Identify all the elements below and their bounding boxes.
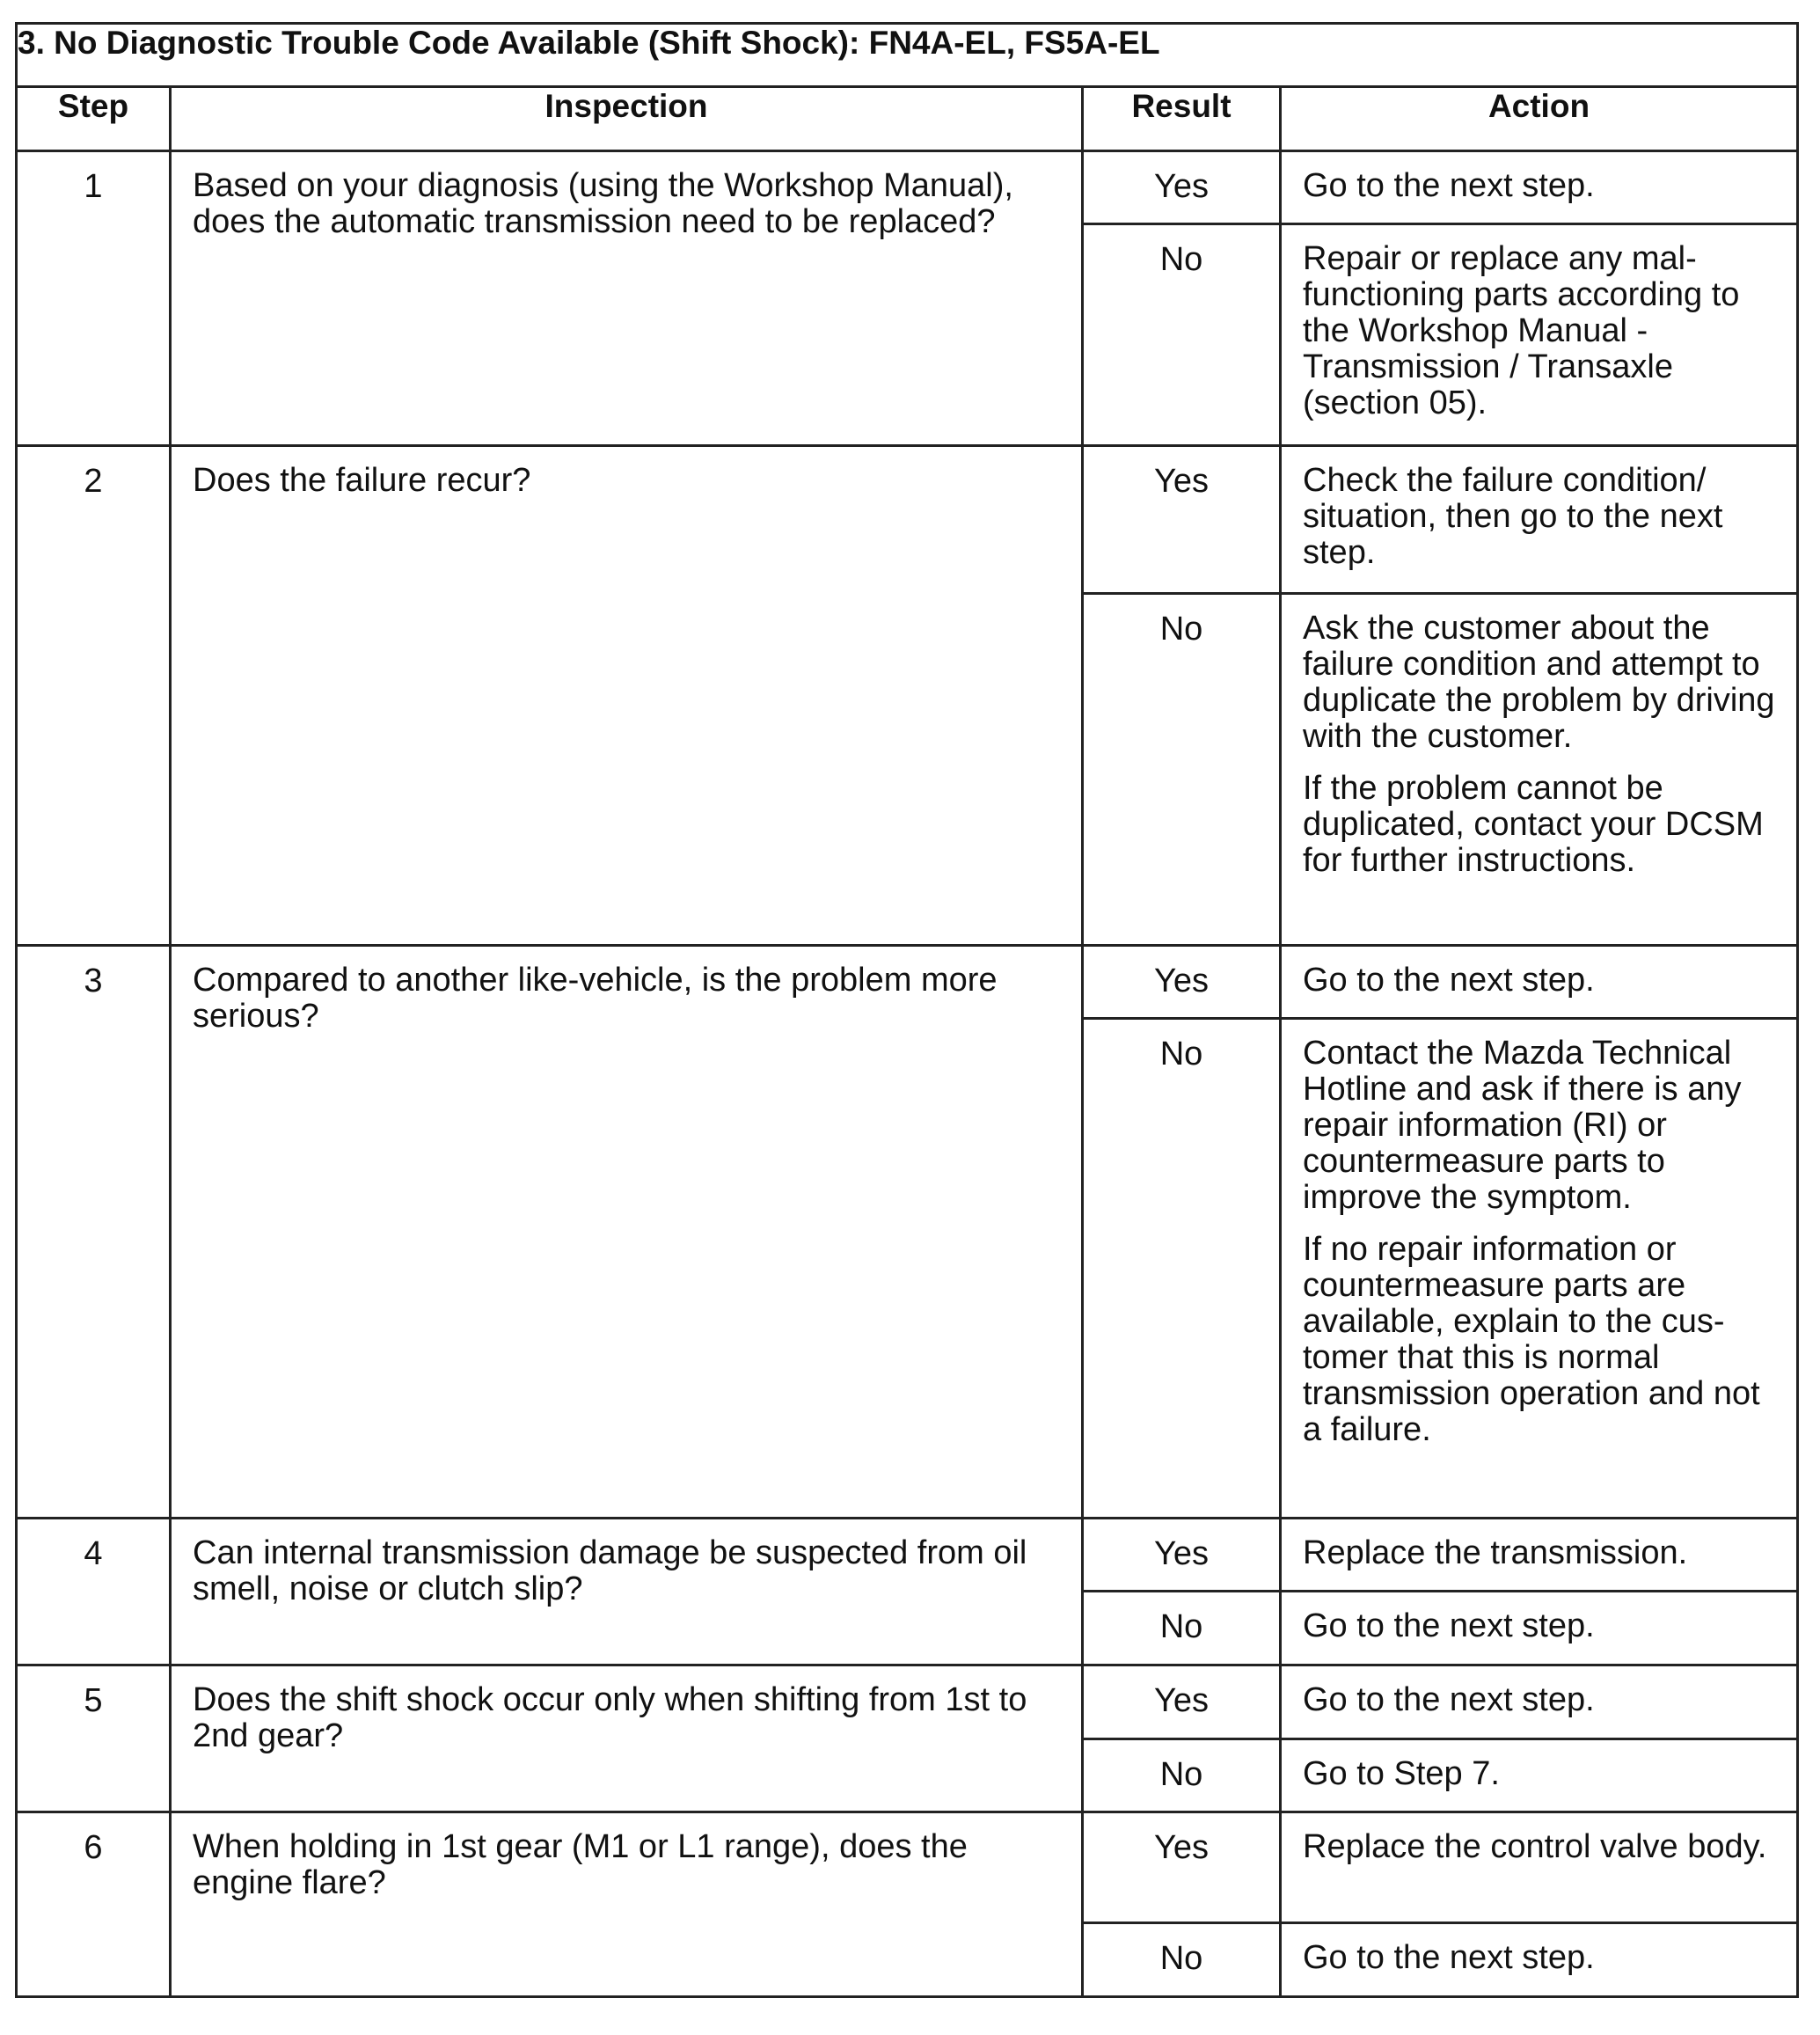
action-paragraph: Check the failure condition/ situation, then go to the next step. (1303, 461, 1723, 571)
table-title: 3. No Diagnostic Trouble Code Available (Shift Shock): FN4A-EL, FS5A-EL (17, 24, 1798, 87)
result-yes: Yes (1083, 946, 1281, 1019)
table-row (17, 445, 1798, 593)
result-yes: Yes (1083, 151, 1281, 224)
result-yes: Yes (1083, 1518, 1281, 1592)
result-yes: Yes (1083, 1665, 1281, 1739)
inspection-text: Does the shift shock occur only when shifting from 1st to 2nd gear? (171, 1665, 1083, 1812)
header-step: Step (17, 86, 171, 151)
action-no (1281, 223, 1798, 445)
result-no: No (1083, 223, 1281, 445)
step-number: 5 (17, 1665, 171, 1812)
action-yes (1281, 1665, 1798, 1739)
action-paragraph: Go to the next step. (1303, 962, 1595, 999)
action-yes (1281, 1812, 1798, 1923)
action-paragraph: Repair or replace any mal-functioning parts according to the Workshop Manual - Transmission / Transaxle (section 05). (1303, 239, 1740, 421)
action-paragraph: Contact the Mazda Technical Hotline and ask if there is any repair information (RI) or countermeasure parts to improve the symptom. (1303, 1035, 1742, 1217)
table-row (17, 1518, 1798, 1592)
table-row (17, 946, 1798, 1019)
table-row (17, 1812, 1798, 1923)
action-no (1281, 1739, 1798, 1812)
action-paragraph: Replace the control valve body. (1303, 1828, 1767, 1866)
diagnostic-table (15, 22, 1799, 1998)
action-no (1281, 1923, 1798, 1997)
header-inspection: Inspection (171, 86, 1083, 151)
action-yes (1281, 151, 1798, 224)
action-paragraph: Ask the customer about the failure condition and attempt to duplicate the problem by driving with the customer. (1303, 610, 1775, 756)
action-paragraph: If the problem cannot be duplicated, contact your DCSM for further instructions. (1303, 770, 1764, 880)
header-action: Action (1281, 86, 1798, 151)
action-no (1281, 1592, 1798, 1665)
action-yes (1281, 445, 1798, 593)
inspection-text: Compared to another like-vehicle, is the problem more serious? (171, 946, 1083, 1518)
inspection-text: When holding in 1st gear (M1 or L1 range), does the engine flare? (171, 1812, 1083, 1997)
result-yes: Yes (1083, 1812, 1281, 1923)
inspection-text: Based on your diagnosis (using the Workshop Manual), does the automatic transmission need to be replaced? (171, 151, 1083, 446)
action-paragraph: Go to Step 7. (1303, 1754, 1500, 1792)
table-row (17, 1665, 1798, 1739)
inspection-text: Can internal transmission damage be suspected from oil smell, noise or clutch slip? (171, 1518, 1083, 1665)
result-no: No (1083, 1923, 1281, 1997)
action-paragraph: Go to the next step. (1303, 1939, 1595, 1977)
result-yes: Yes (1083, 445, 1281, 593)
action-paragraph: Replace the transmission. (1303, 1534, 1688, 1571)
step-number: 1 (17, 151, 171, 446)
result-no: No (1083, 1739, 1281, 1812)
action-paragraph: Go to the next step. (1303, 1607, 1595, 1645)
result-no: No (1083, 1592, 1281, 1665)
action-paragraph: Go to the next step. (1303, 167, 1595, 205)
action-no (1281, 1019, 1798, 1519)
action-no (1281, 594, 1798, 946)
table-row (17, 151, 1798, 224)
action-yes (1281, 1518, 1798, 1592)
step-number: 6 (17, 1812, 171, 1997)
step-number: 4 (17, 1518, 171, 1665)
result-no: No (1083, 1019, 1281, 1519)
action-paragraph: Go to the next step. (1303, 1680, 1595, 1718)
step-number: 2 (17, 445, 171, 946)
result-no: No (1083, 594, 1281, 946)
action-yes (1281, 946, 1798, 1019)
step-number: 3 (17, 946, 171, 1518)
inspection-text: Does the failure recur? (171, 445, 1083, 946)
header-result: Result (1083, 86, 1281, 151)
action-paragraph: If no repair information or countermeasure parts are available, explain to the cus-tomer that this is normal transmission operation and not a failure. (1303, 1231, 1760, 1449)
